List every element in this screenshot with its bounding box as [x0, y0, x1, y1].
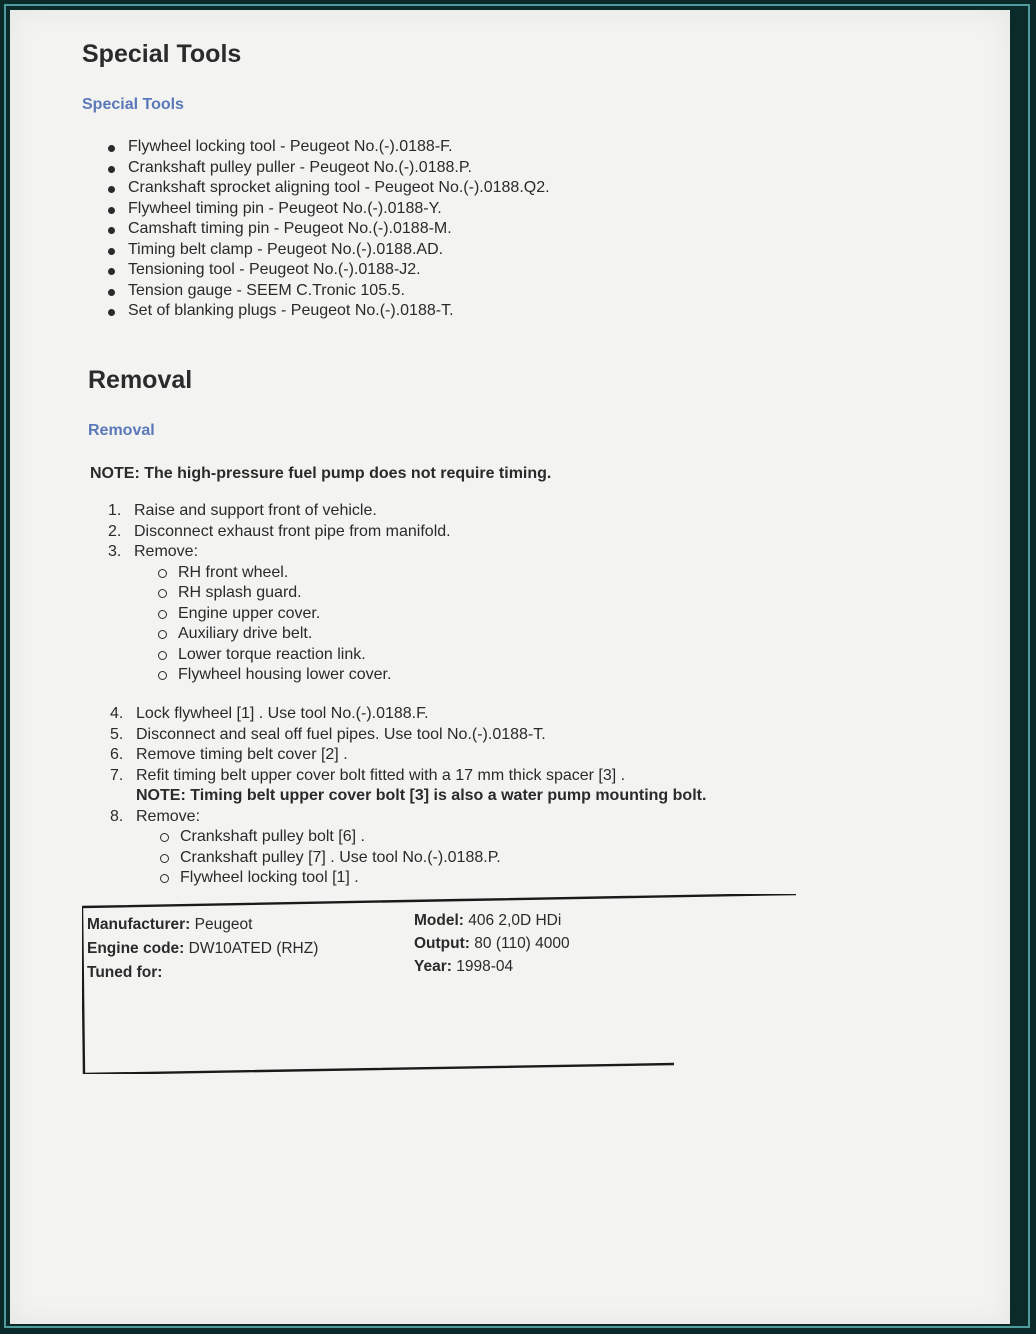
model-value: 406 2,0D HDi [468, 912, 562, 929]
tuned-for-label: Tuned for: [87, 964, 163, 981]
year-label: Year: [414, 958, 452, 975]
tool-item: Crankshaft pulley puller - Peugeot No.(-).0188.P. [106, 158, 550, 179]
step-number: 5. [110, 725, 124, 743]
step-number: 4. [110, 705, 124, 722]
step-number: 8. [110, 807, 124, 825]
tool-item: Tensioning tool - Peugeot No.(-).0188-J2. [106, 260, 550, 281]
step8-sublist [136, 827, 706, 889]
sub-item: Crankshaft pulley bolt [6] . [158, 827, 706, 848]
tool-item: Flywheel locking tool - Peugeot No.(-).0188-F. [106, 137, 550, 158]
document-page [10, 10, 1010, 1324]
removal-step [110, 725, 706, 746]
step-text: Refit timing belt upper cover bolt fitted with a 17 mm thick spacer [3] . [136, 766, 626, 784]
model-label: Model: [414, 912, 464, 929]
step-text: Lock flywheel [1] . Use tool No.(-).0188.F. [136, 705, 429, 722]
step-text: Disconnect exhaust front pipe from manifold. [134, 522, 451, 540]
engine-code-row [87, 940, 318, 958]
output-label: Output: [414, 935, 470, 952]
tool-item: Flywheel timing pin - Peugeot No.(-).0188-Y. [106, 199, 550, 220]
output-row [414, 935, 570, 953]
step-text: Raise and support front of vehicle. [134, 502, 377, 519]
sub-item: Engine upper cover. [156, 604, 451, 625]
step7-note: NOTE: Timing belt upper cover bolt [3] is also a water pump mounting bolt. [136, 787, 707, 804]
sub-item: Auxiliary drive belt. [156, 624, 451, 645]
output-value: 80 (110) 4000 [474, 935, 570, 952]
removal-step [110, 807, 706, 889]
manufacturer-label: Manufacturer: [87, 916, 191, 933]
manufacturer-value: Peugeot [194, 916, 253, 933]
tool-item: Camshaft timing pin - Peugeot No.(-).0188-M. [106, 219, 550, 240]
step-text: Remove timing belt cover [2] . [136, 746, 348, 763]
step-number: 6. [110, 746, 124, 763]
model-row [414, 912, 561, 930]
step-text: Remove: [136, 807, 201, 825]
sub-item: RH front wheel. [156, 563, 451, 584]
sub-item: RH splash guard. [156, 583, 451, 604]
sub-item: Flywheel locking tool [1] . [158, 868, 706, 889]
removal-note: NOTE: The high-pressure fuel pump does not require timing. [90, 465, 552, 482]
sub-item: Flywheel housing lower cover. [156, 665, 451, 686]
tool-item: Tension gauge - SEEM C.Tronic 105.5. [106, 281, 550, 302]
tool-item: Set of blanking plugs - Peugeot No.(-).0188-T. [106, 301, 550, 322]
step3-sublist [134, 563, 451, 686]
step-number: 1. [108, 502, 122, 519]
year-value: 1998-04 [456, 958, 514, 975]
sub-item: Crankshaft pulley [7] . Use tool No.(-).0188.P. [158, 848, 706, 869]
year-row [414, 958, 513, 976]
step-number: 3. [108, 543, 122, 560]
tool-item: Crankshaft sprocket aligning tool - Peugeot No.(-).0188.Q2. [106, 178, 550, 199]
removal-step [110, 704, 706, 725]
manufacturer-row [87, 916, 252, 934]
step-number: 2. [108, 522, 122, 540]
removal-subheading: Removal [88, 422, 155, 439]
engine-code-value: DW10ATED (RHZ) [188, 940, 319, 957]
removal-step [110, 766, 706, 807]
step-text: Remove: [134, 543, 199, 560]
removal-step [108, 501, 451, 522]
special-tools-heading: Special Tools [82, 40, 242, 68]
tool-item: Timing belt clamp - Peugeot No.(-).0188.AD. [106, 240, 550, 261]
removal-step [108, 542, 451, 686]
sub-item: Lower torque reaction link. [156, 645, 451, 666]
vehicle-info-box [82, 894, 802, 1066]
removal-steps-a [108, 501, 451, 686]
removal-step [110, 745, 706, 766]
step-text: Disconnect and seal off fuel pipes. Use tool No.(-).0188-T. [136, 725, 546, 743]
step-number: 7. [110, 766, 124, 784]
engine-code-label: Engine code: [87, 940, 185, 957]
removal-steps-b [110, 704, 706, 889]
special-tools-subheading: Special Tools [82, 96, 184, 113]
tuned-for-row [87, 964, 162, 982]
special-tools-list [106, 137, 550, 322]
removal-step [108, 522, 451, 543]
removal-heading: Removal [88, 366, 193, 394]
